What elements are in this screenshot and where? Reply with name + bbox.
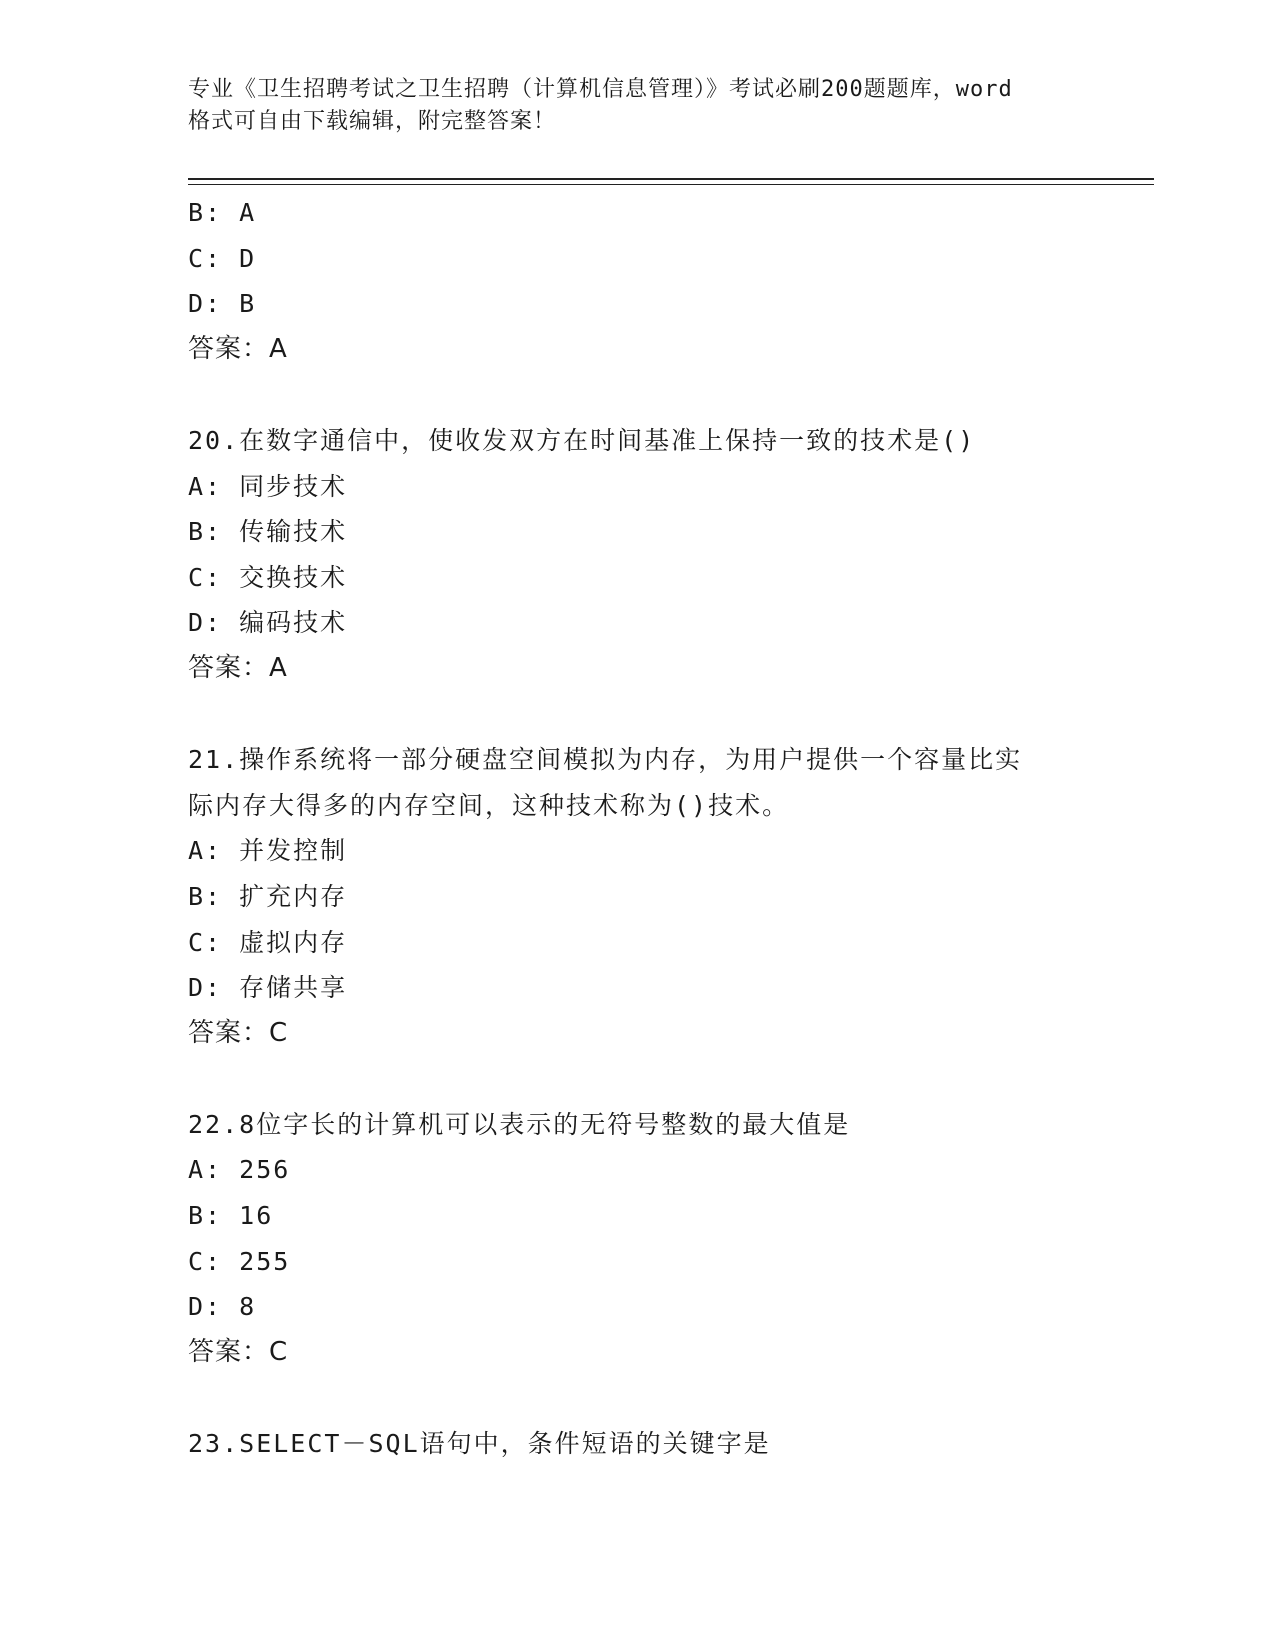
question-22: [188, 1102, 1108, 1376]
option-d: D: B: [188, 289, 257, 319]
question-23: [188, 1421, 1108, 1467]
question-text: 20.在数字通信中，使收发双方在时间基准上保持一致的技术是(): [188, 425, 976, 455]
option-c: C: 虚拟内存: [188, 927, 348, 957]
question-21: [188, 737, 1108, 1056]
option-d: D: 8: [188, 1292, 257, 1322]
option-c: C: D: [188, 243, 257, 273]
question-20: [188, 418, 1108, 692]
option-b: B: 16: [188, 1201, 274, 1231]
option-b: B: 传输技术: [188, 517, 348, 547]
question-list: [188, 190, 1108, 1467]
question-text: 22.8位字长的计算机可以表示的无符号整数的最大值是: [188, 1109, 851, 1139]
answer-line: 答案：A: [188, 333, 288, 364]
option-a: A: 256: [188, 1155, 291, 1185]
option-a: A: 并发控制: [188, 836, 348, 866]
answer-line: 答案：C: [188, 1017, 289, 1048]
option-b: B: A: [188, 198, 257, 227]
question-text-line-2: 际内存大得多的内存空间，这种技术称为()技术。: [188, 790, 790, 820]
option-d: D: 编码技术: [188, 608, 348, 638]
answer-line: 答案：C: [188, 1336, 289, 1367]
document-header: [188, 74, 1088, 138]
header-line-2: 格式可自由下载编辑，附完整答案！: [188, 109, 557, 134]
option-c: C: 255: [188, 1246, 291, 1276]
question-text: 23.SELECT－SQL语句中，条件短语的关键字是: [188, 1429, 771, 1459]
partial-question: [188, 190, 1108, 372]
header-divider: [188, 178, 1154, 185]
question-text-line-1: 21.操作系统将一部分硬盘空间模拟为内存，为用户提供一个容量比实: [188, 745, 1023, 775]
answer-line: 答案：A: [188, 652, 288, 683]
option-c: C: 交换技术: [188, 562, 348, 592]
option-a: A: 同步技术: [188, 471, 348, 501]
option-b: B: 扩充内存: [188, 881, 348, 911]
header-line-1: 专业《卫生招聘考试之卫生招聘（计算机信息管理）》考试必刷200题题库，word: [188, 77, 1013, 102]
option-d: D: 存储共享: [188, 973, 348, 1003]
